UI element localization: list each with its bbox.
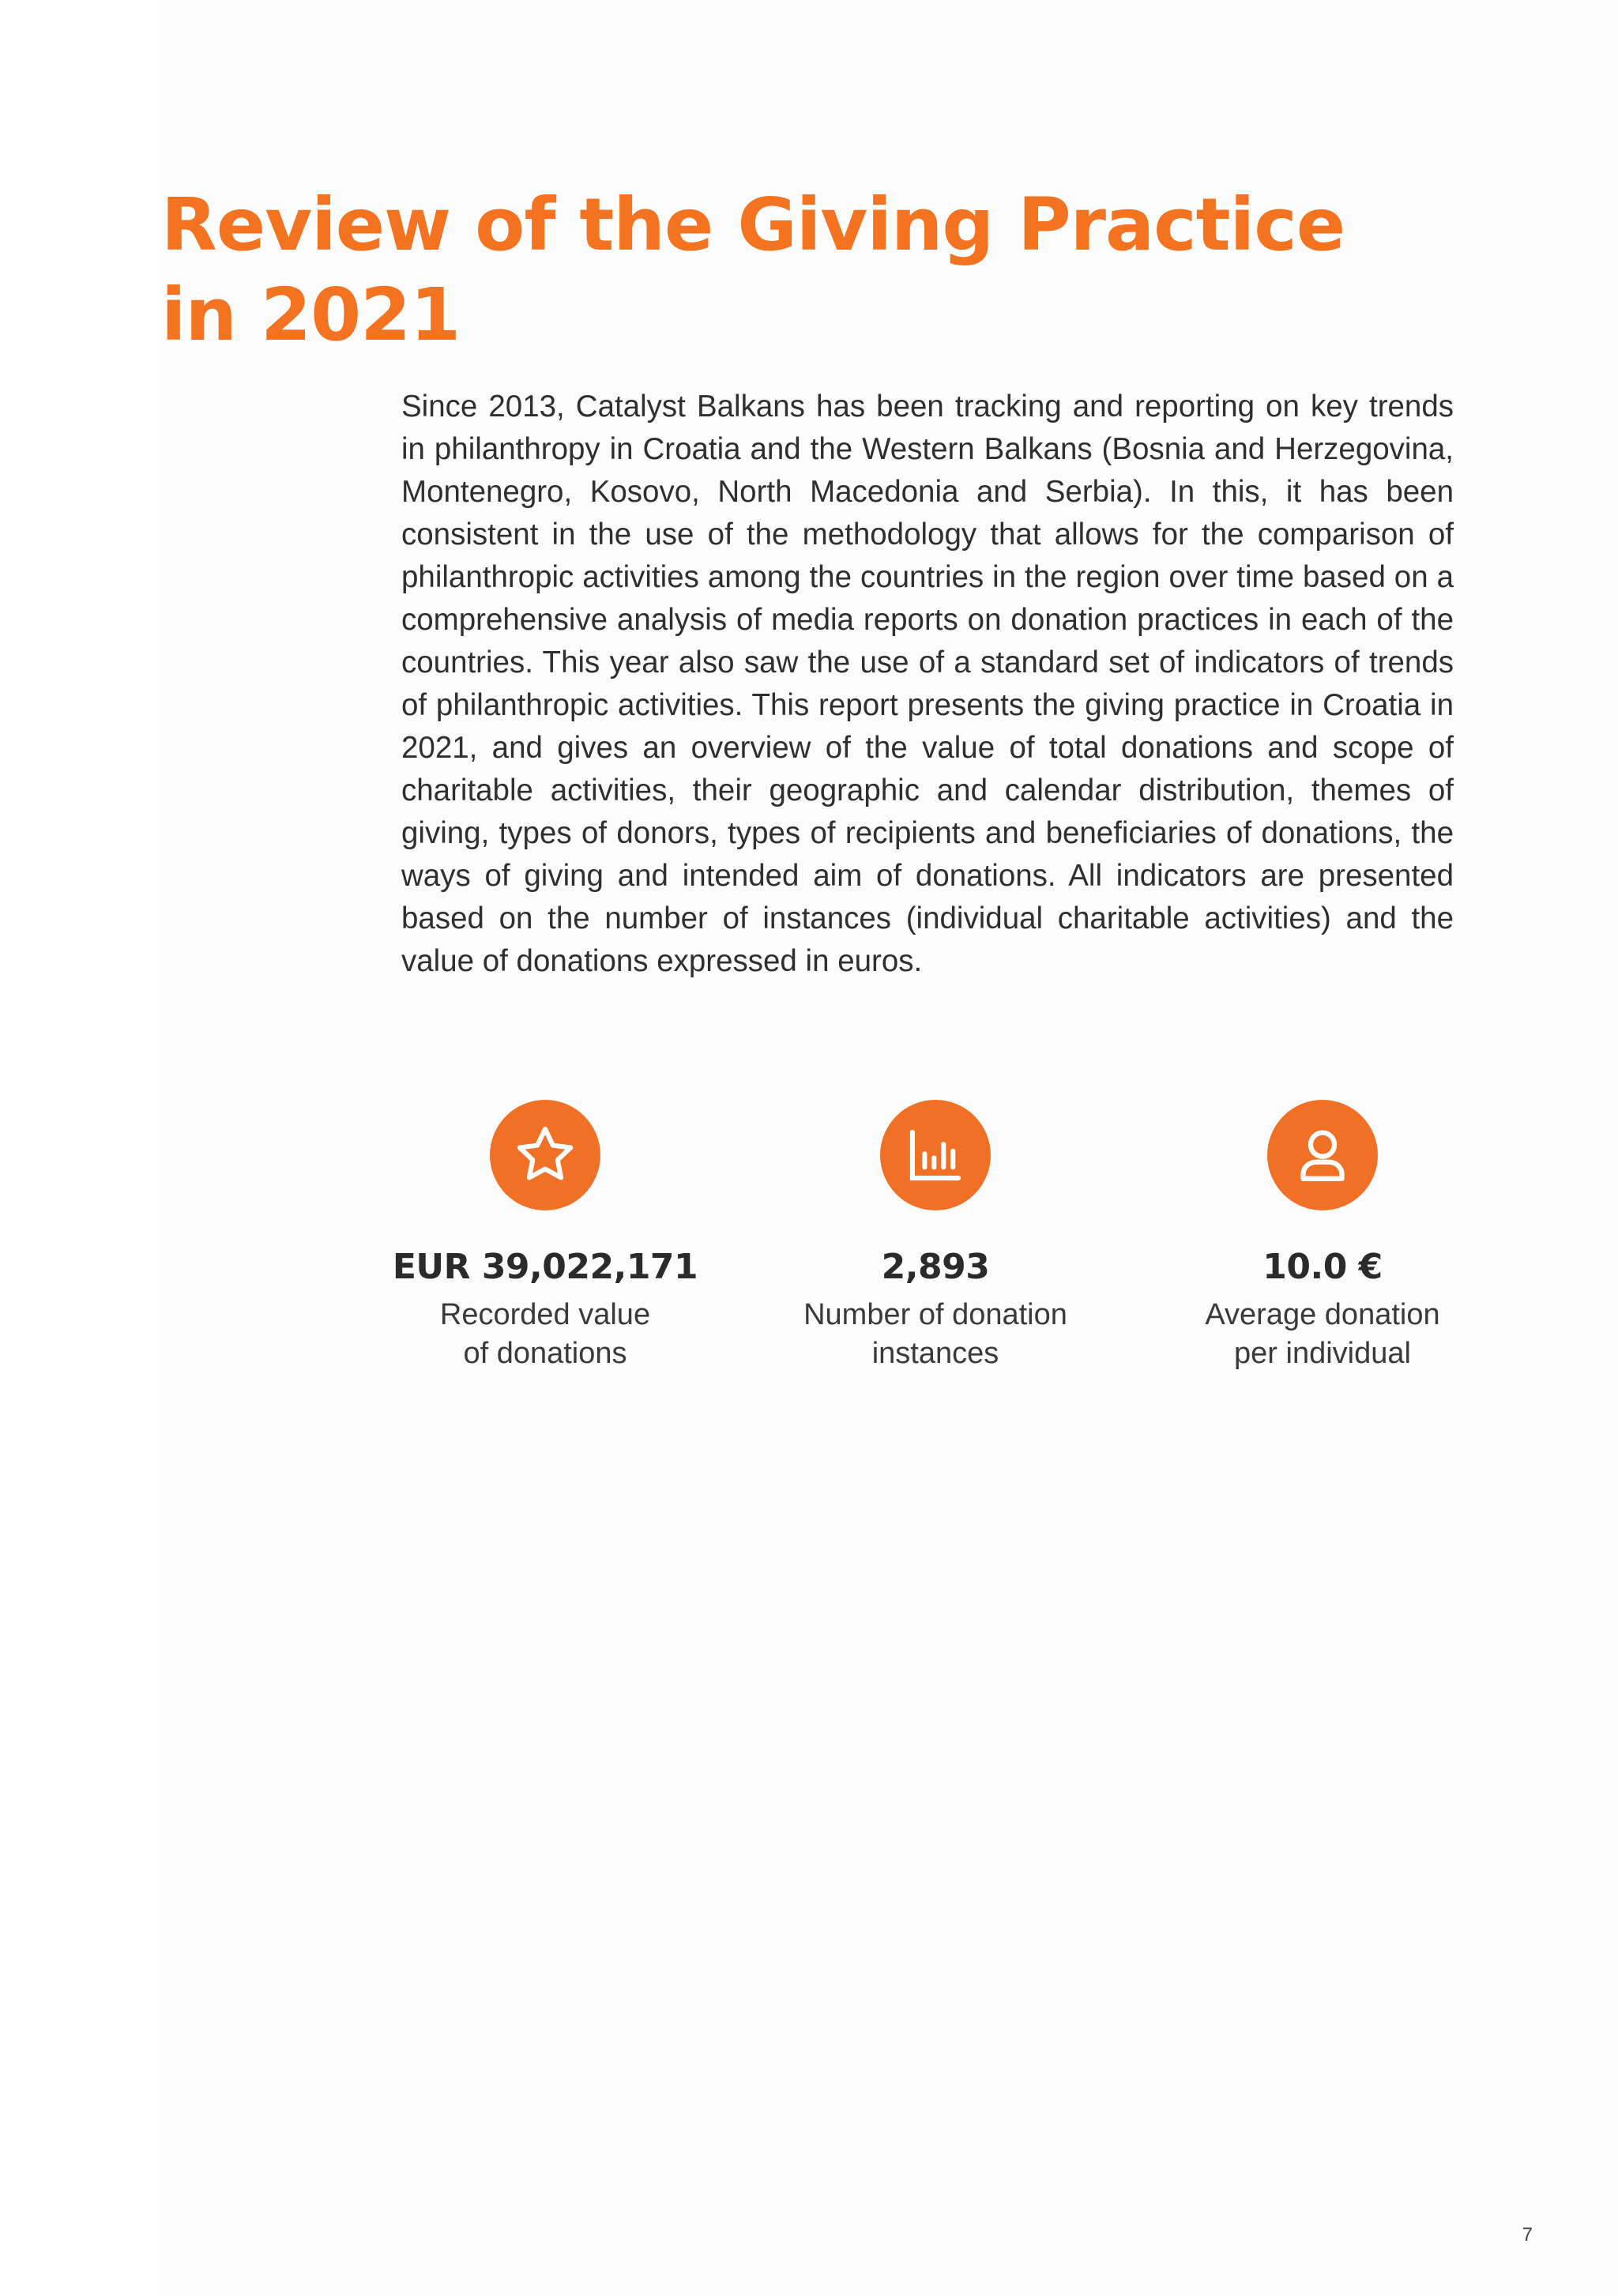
stat-value: EUR 39,022,171 [392, 1247, 698, 1287]
stat-label-line: per individual [1234, 1337, 1411, 1370]
page-number: 7 [1522, 2224, 1533, 2245]
stat-label-line: instances [871, 1337, 999, 1370]
stat-label-line: Number of donation [803, 1298, 1067, 1331]
page-title: Review of the Giving Practice in 2021 [161, 183, 1345, 357]
stat-label-line: Recorded value [439, 1298, 651, 1331]
intro-paragraph: Since 2013, Catalyst Balkans has been tracking and reporting on key trends in philanthropy in Croatia and the Western Balkans (Bosnia and Herzegovina, Montenegro, Kosovo, North Macedonia and Serbia). In this, it has been consistent in the use of the methodology that allows for the comparison of philanthropic activities among the countries in the region over time based on a comprehensive analysis of media reports on donation practices in each of the countries. This year also saw the use of a standard set of indicators of trends of philanthropic activities. This report presents the giving practice in Croatia in 2021, and gives an overview of the value of total donations and scope of charitable activities, their geographic and calendar distribution, themes of giving, types of donors, types of recipients and beneficiaries of donations, the ways of giving and intended aim of donations. All indicators are presented based on the number of instances (individual charitable activities) and the value of donations expressed in euros. [401, 390, 1454, 978]
stat-label-line: of donations [463, 1337, 627, 1370]
stat-value: 10.0 € [1262, 1247, 1383, 1287]
stat-value: 2,893 [881, 1247, 990, 1287]
stat-label-line: Average donation [1205, 1298, 1440, 1331]
